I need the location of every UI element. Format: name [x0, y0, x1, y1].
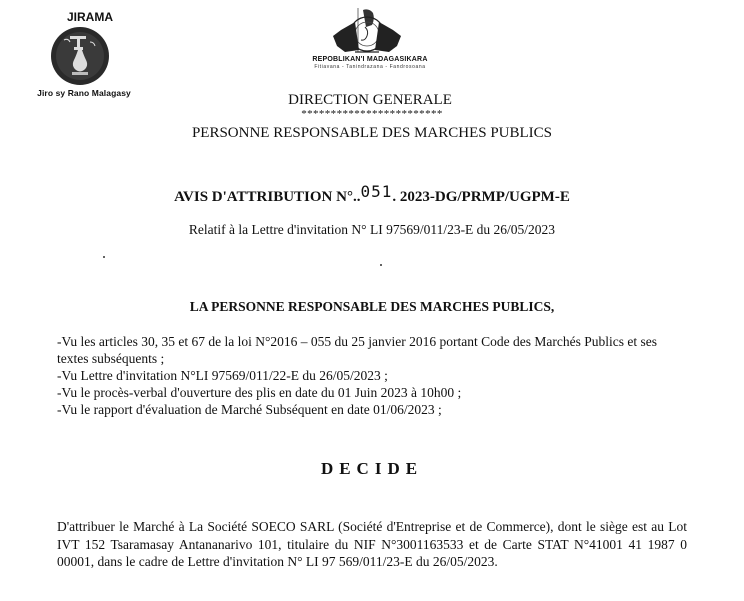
madagascar-emblem-icon [325, 8, 410, 58]
avis-suffix: . 2023-DG/PRMP/UGPM-E [392, 189, 570, 205]
org-name: JIRAMA [66, 10, 113, 24]
speck [103, 256, 105, 258]
org-tagline: Jiro sy Rano Malagasy [37, 88, 131, 98]
avis-number: 051 [360, 182, 393, 201]
avis-title [0, 182, 744, 206]
section-title: LA PERSONNE RESPONSABLE DES MARCHES PUBLICS, [189, 299, 555, 314]
jirama-logo-icon [50, 26, 110, 86]
direction-text: DIRECTION GENERALE [288, 92, 452, 108]
republic-motto: Fitiavana - Tanindrazana - Fandrosoana [314, 64, 426, 70]
speck [380, 264, 382, 266]
list-item: -Vu les articles 30, 35 et 67 de la loi N°2016 – 055 du 25 janvier 2016 portant Code des Marchés Publics et ses textes subséquents ; [57, 334, 657, 366]
republic-name: REPOBLIKAN'I MADAGASIKARA [312, 56, 428, 63]
avis-prefix: AVIS D'ATTRIBUTION N°.. [174, 189, 361, 205]
direction-heading [0, 92, 744, 109]
list-item: -Vu Lettre d'invitation N°LI 97569/011/22-E du 26/05/2023 ; [57, 368, 388, 383]
decide-heading: DECIDE [320, 459, 424, 478]
decision-paragraph: D'attribuer le Marché à La Société SOECO SARL (Société d'Entreprise et de Commerce), dont le siège est au Lot IVT 152 Tsaramasay Antananarivo 101, titulaire du NIF N°3001163533 et de Carte STAT N°41001 41 1987 0 00001, dans le cadre de Lettre d'invitation N° LI 97 569/011/23-E du 26/05/2023. [57, 519, 687, 569]
list-item: -Vu le rapport d'évaluation de Marché Subséquent en date 01/06/2023 ; [57, 402, 442, 417]
authority-heading: PERSONNE RESPONSABLE DES MARCHES PUBLICS [191, 125, 553, 141]
relatif-line: Relatif à la Lettre d'invitation N° LI 97569/011/23-E du 26/05/2023 [188, 222, 556, 237]
list-item: -Vu le procès-verbal d'ouverture des plis en date du 01 Juin 2023 à 10h00 ; [57, 385, 462, 400]
considerants-list [57, 333, 687, 418]
heading-separator: ************************ [301, 108, 443, 120]
